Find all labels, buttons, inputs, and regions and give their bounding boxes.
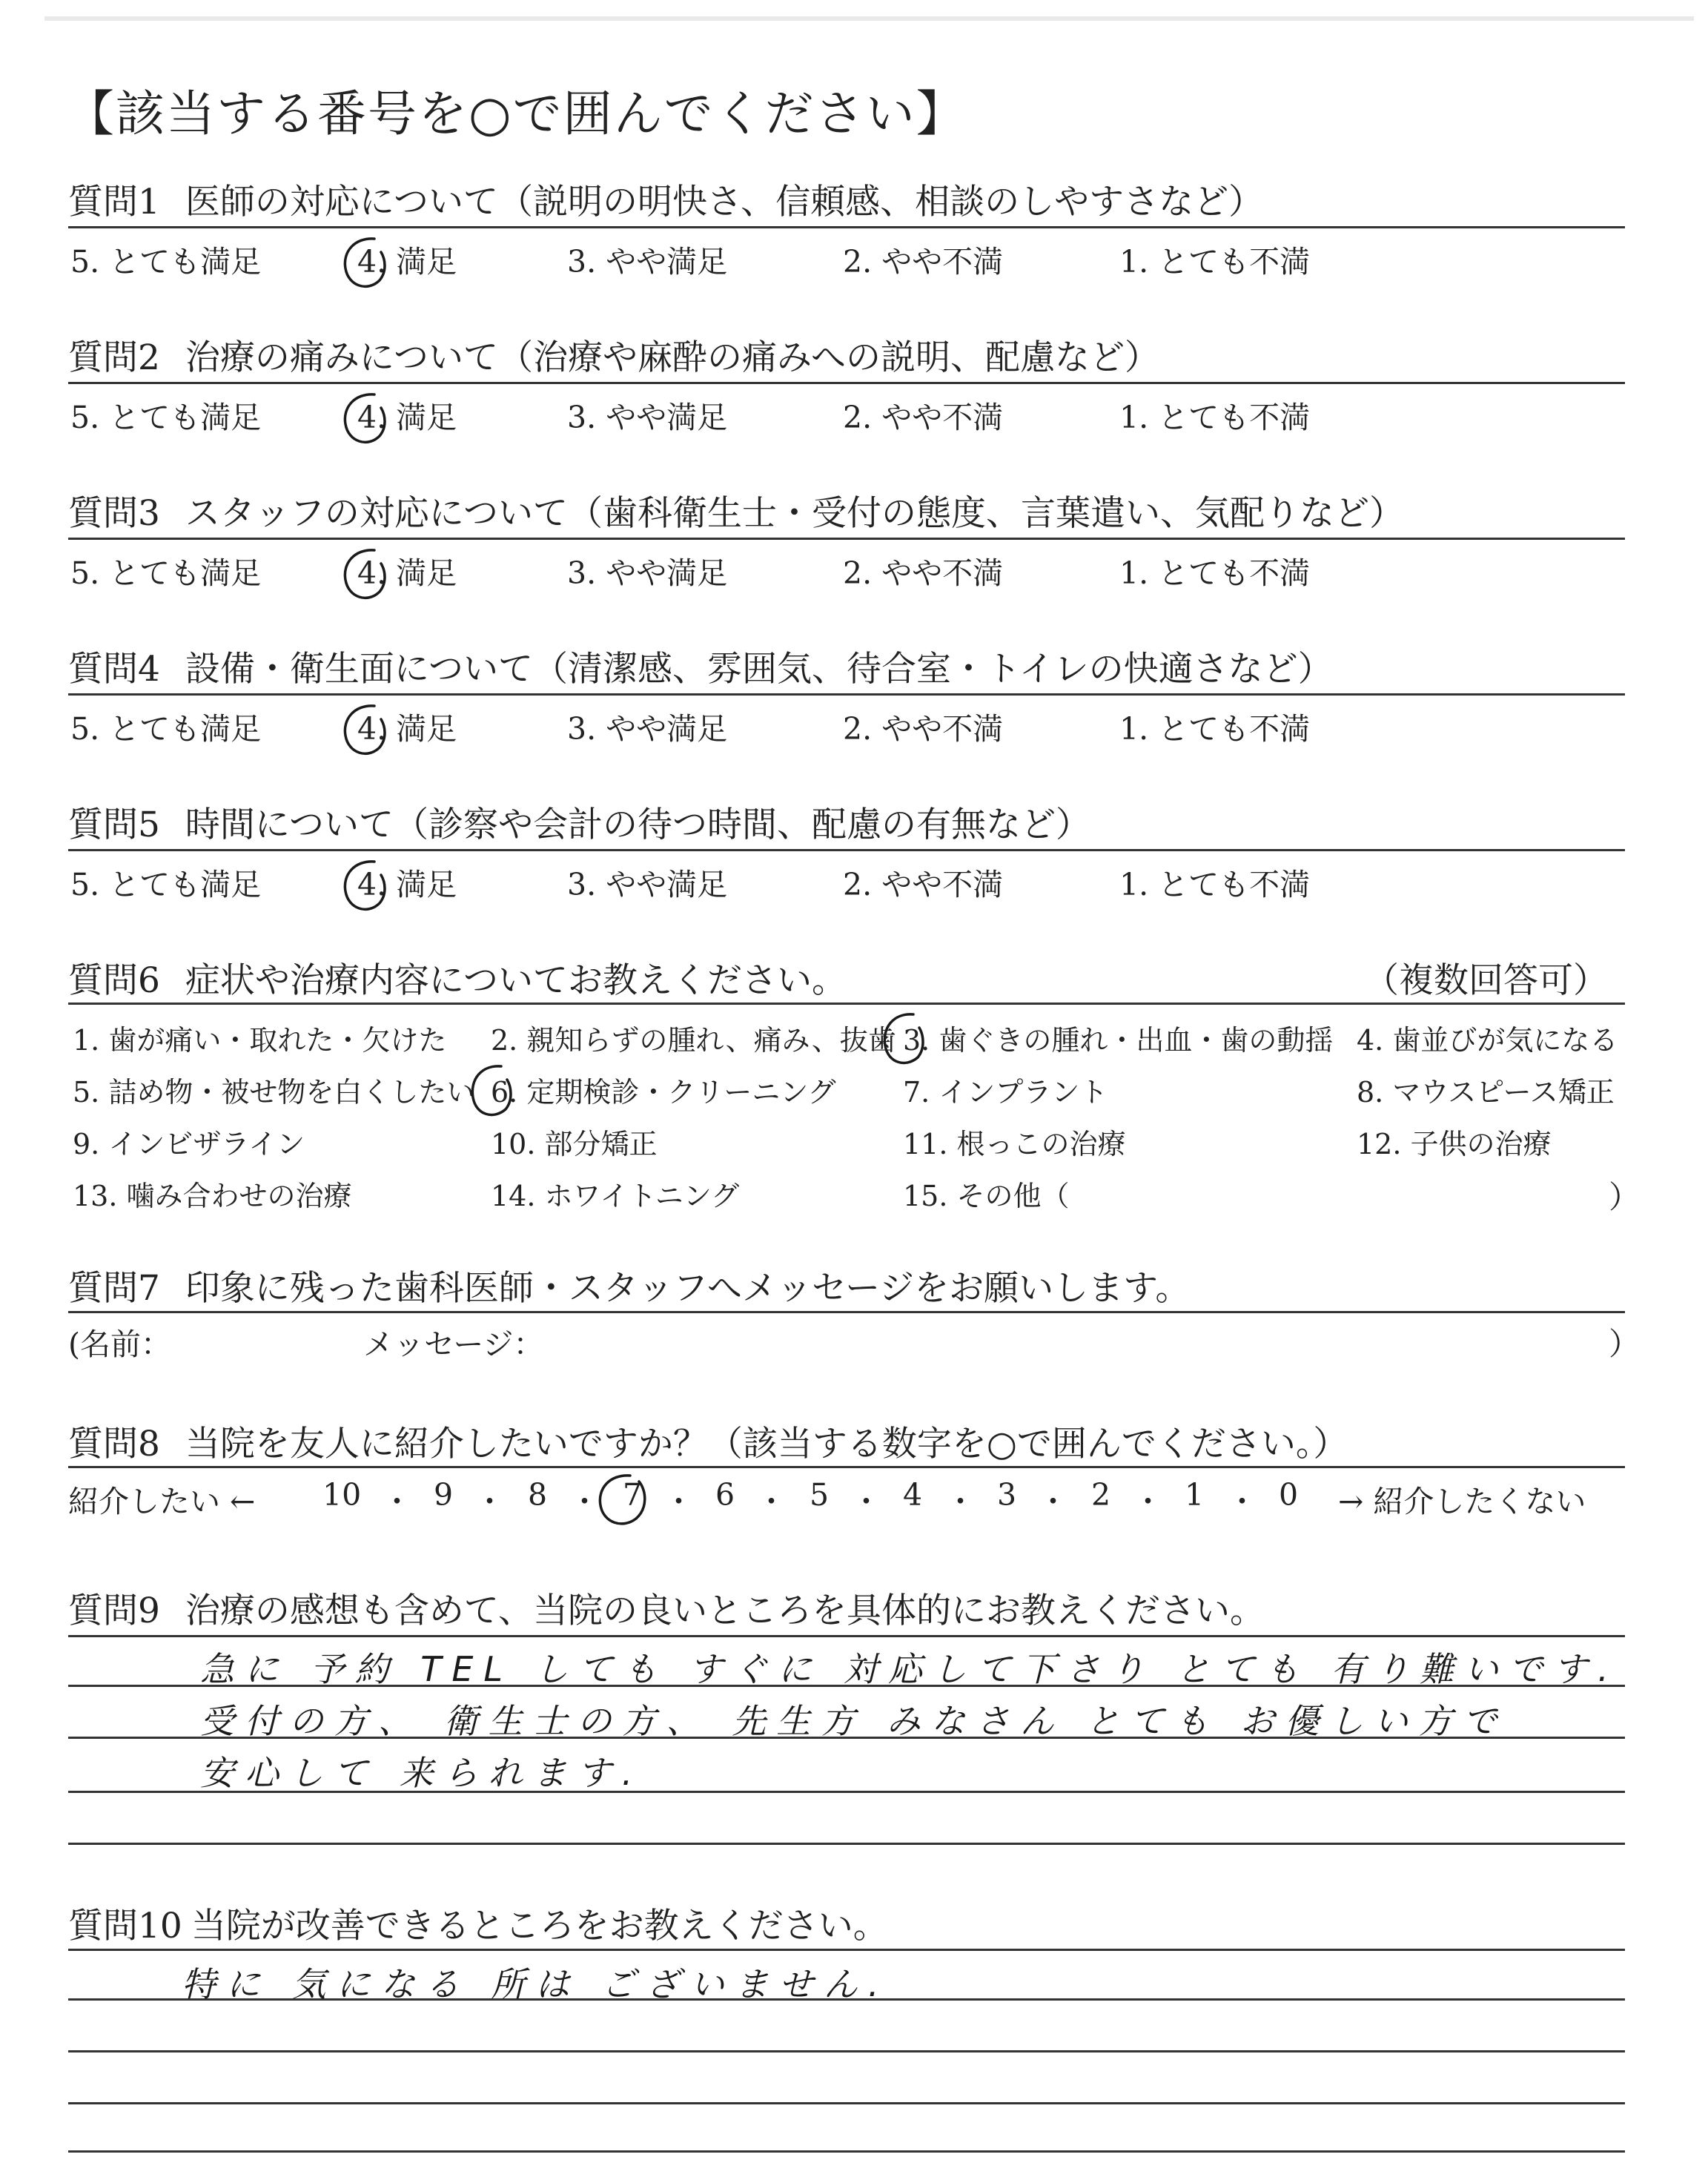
- symptom-option[interactable]: 11. 根っこの治療: [903, 1128, 1126, 1160]
- symptom-option[interactable]: 4. 歯並びが気になる: [1357, 1024, 1618, 1057]
- question-text: スタッフの対応について（歯科衛生士・受付の態度、言葉遣い、気配りなど）: [185, 493, 1404, 534]
- scale-dot: ・: [1133, 1484, 1163, 1519]
- scale-dot: ・: [1038, 1484, 1068, 1519]
- symptom-option[interactable]: 14. ホワイトニング: [491, 1180, 740, 1212]
- scale-value[interactable]: 7: [623, 1477, 643, 1513]
- divider: [68, 538, 1625, 540]
- answer-line: [68, 1949, 1625, 1951]
- multiple-answers-note: （複数回答可）: [1364, 960, 1608, 1001]
- answer-line: [68, 1635, 1625, 1637]
- question-number: 質問5: [68, 805, 160, 845]
- handwritten-answer-line: 急に 予約 TEL しても すぐに 対応して下さり とても 有り難いです.: [200, 1649, 1619, 1689]
- scale-dot: ・: [945, 1484, 976, 1519]
- question-text: 設備・衛生面について（清潔感、雰囲気、待合室・トイレの快適さなど）: [185, 649, 1333, 690]
- page-title: 【該当する番号を○で囲んでください】: [65, 85, 967, 142]
- option-4[interactable]: 4. 満足: [357, 711, 457, 747]
- option-2[interactable]: 2. やや不満: [843, 400, 1004, 435]
- option-1[interactable]: 1. とても不満: [1119, 867, 1311, 902]
- question-text: 印象に残った歯科医師・スタッフへメッセージをお願いします。: [185, 1268, 1191, 1309]
- option-5[interactable]: 5. とても満足: [70, 711, 262, 747]
- symptom-option[interactable]: 13. 噛み合わせの治療: [73, 1180, 352, 1212]
- option-3[interactable]: 3. やや満足: [567, 867, 728, 902]
- option-1[interactable]: 1. とても不満: [1119, 555, 1311, 591]
- option-5[interactable]: 5. とても満足: [70, 555, 262, 591]
- symptom-option[interactable]: 12. 子供の治療: [1357, 1128, 1552, 1160]
- symptom-option[interactable]: 3. 歯ぐきの腫れ・出血・歯の動揺: [903, 1024, 1334, 1057]
- message-label: メッセージ：: [363, 1327, 544, 1362]
- question-number: 質問9: [68, 1591, 160, 1631]
- scale-value[interactable]: 10: [322, 1477, 362, 1513]
- scale-dot: ・: [382, 1484, 412, 1519]
- scale-value[interactable]: 4: [903, 1477, 923, 1513]
- option-3[interactable]: 3. やや満足: [567, 244, 728, 280]
- scale-value[interactable]: 9: [434, 1477, 454, 1513]
- scale-right-label: → 紹介したくない: [1338, 1484, 1586, 1519]
- handwritten-answer-line: 安心して 来られます.: [200, 1753, 643, 1793]
- symptom-option[interactable]: 6. 定期検診・クリーニング: [491, 1076, 836, 1109]
- scale-dot: ・: [851, 1484, 881, 1519]
- question-number: 質問8: [68, 1424, 160, 1464]
- question-text: 治療の痛みについて（治療や麻酔の痛みへの説明、配慮など）: [185, 337, 1160, 378]
- scale-dot: ・: [1227, 1484, 1257, 1519]
- option-4[interactable]: 4. 満足: [357, 400, 457, 435]
- scale-dot: ・: [663, 1484, 694, 1519]
- question-6-heading: [68, 953, 847, 1003]
- option-4[interactable]: 4. 満足: [357, 244, 457, 280]
- symptom-option[interactable]: 10. 部分矯正: [491, 1128, 658, 1160]
- question-number: 質問2: [68, 337, 160, 378]
- scale-dot: ・: [569, 1484, 600, 1519]
- divider: [68, 1466, 1625, 1468]
- question-3-heading: [68, 486, 1404, 535]
- symptom-option[interactable]: 7. インプラント: [903, 1076, 1108, 1109]
- option-3[interactable]: 3. やや満足: [567, 555, 728, 591]
- question-number: 質問1: [68, 182, 160, 222]
- option-3[interactable]: 3. やや満足: [567, 711, 728, 747]
- symptom-option[interactable]: 5. 詰め物・被せ物を白くしたい: [73, 1076, 475, 1109]
- option-2[interactable]: 2. やや不満: [843, 244, 1004, 280]
- option-3[interactable]: 3. やや満足: [567, 400, 728, 435]
- scale-value[interactable]: 8: [528, 1477, 548, 1513]
- option-5[interactable]: 5. とても満足: [70, 400, 262, 435]
- divider: [68, 693, 1625, 696]
- option-5[interactable]: 5. とても満足: [70, 244, 262, 280]
- option-1[interactable]: 1. とても不満: [1119, 711, 1311, 747]
- symptom-option[interactable]: 2. 親知らずの腫れ、痛み、抜歯: [491, 1024, 896, 1057]
- scale-dot: ・: [756, 1484, 787, 1519]
- symptom-option[interactable]: 15. その他（: [903, 1180, 1070, 1212]
- scale-dot: ・: [474, 1484, 505, 1519]
- option-4[interactable]: 4. 満足: [357, 555, 457, 591]
- divider: [68, 1003, 1625, 1005]
- question-number: 質問4: [68, 649, 160, 690]
- handwritten-answer-line: 特に 気になる 所は ございません.: [182, 1964, 890, 2004]
- option-1[interactable]: 1. とても不満: [1119, 244, 1311, 280]
- symptom-option[interactable]: 1. 歯が痛い・取れた・欠けた: [73, 1024, 447, 1057]
- symptom-option[interactable]: 8. マウスピース矯正: [1357, 1076, 1615, 1109]
- scale-value[interactable]: 6: [715, 1477, 735, 1513]
- question-number: 質問7: [68, 1268, 160, 1309]
- question-5-heading: [68, 797, 1090, 847]
- question-number: 質問6: [68, 960, 160, 1001]
- divider: [68, 849, 1625, 851]
- scale-value[interactable]: 0: [1279, 1477, 1299, 1513]
- question-text: 医師の対応について（説明の明快さ、信頼感、相談のしやすさなど）: [185, 182, 1264, 222]
- option-2[interactable]: 2. やや不満: [843, 555, 1004, 591]
- symptom-option[interactable]: 9. インビザライン: [73, 1128, 305, 1160]
- option-4[interactable]: 4. 満足: [357, 867, 457, 902]
- question-number: 質問10: [68, 1906, 182, 1946]
- divider: [68, 226, 1625, 228]
- option-1[interactable]: 1. とても不満: [1119, 400, 1311, 435]
- option-5[interactable]: 5. とても満足: [70, 867, 262, 902]
- answer-line: [68, 1843, 1625, 1845]
- question-9-heading: [68, 1583, 1265, 1633]
- question-text: 症状や治療内容についてお教えください。: [185, 960, 847, 1001]
- question-1-heading: [68, 174, 1263, 224]
- other-close-paren: ）: [1609, 1179, 1641, 1215]
- answer-line: [68, 2150, 1625, 2153]
- question-number: 質問3: [68, 493, 160, 534]
- scale-left-label: 紹介したい ←: [68, 1484, 256, 1519]
- scale-value[interactable]: 3: [997, 1477, 1017, 1513]
- question-text: 時間について（診察や会計の待つ時間、配慮の有無など）: [185, 805, 1090, 845]
- question-text: 当院を友人に紹介したいですか？（該当する数字を○で囲んでください。）: [185, 1424, 1348, 1464]
- scale-value[interactable]: 1: [1185, 1477, 1205, 1513]
- option-2[interactable]: 2. やや不満: [843, 867, 1004, 902]
- question-7-heading: [68, 1261, 1190, 1310]
- name-label: (名前：: [68, 1327, 171, 1362]
- question-8-heading: [68, 1416, 1348, 1466]
- question-4-heading: [68, 641, 1333, 691]
- answer-line: [68, 2050, 1625, 2052]
- scale-value[interactable]: 2: [1091, 1477, 1111, 1513]
- answer-line: [68, 2102, 1625, 2104]
- scan-edge: [44, 16, 1694, 21]
- divider: [68, 1311, 1625, 1313]
- scale-value[interactable]: 5: [810, 1477, 830, 1513]
- question-10-heading: [68, 1898, 888, 1948]
- option-2[interactable]: 2. やや不満: [843, 711, 1004, 747]
- message-close-paren: ）: [1609, 1326, 1641, 1362]
- question-2-heading: [68, 330, 1159, 380]
- divider: [68, 382, 1625, 384]
- question-text: 当院が改善できるところをお教えください。: [191, 1906, 888, 1946]
- handwritten-answer-line: 受付の方、 衛生士の方、 先生方 みなさん とても お優しい方で: [200, 1701, 1508, 1741]
- question-text: 治療の感想も含めて、当院の良いところを具体的にお教えください。: [185, 1591, 1265, 1631]
